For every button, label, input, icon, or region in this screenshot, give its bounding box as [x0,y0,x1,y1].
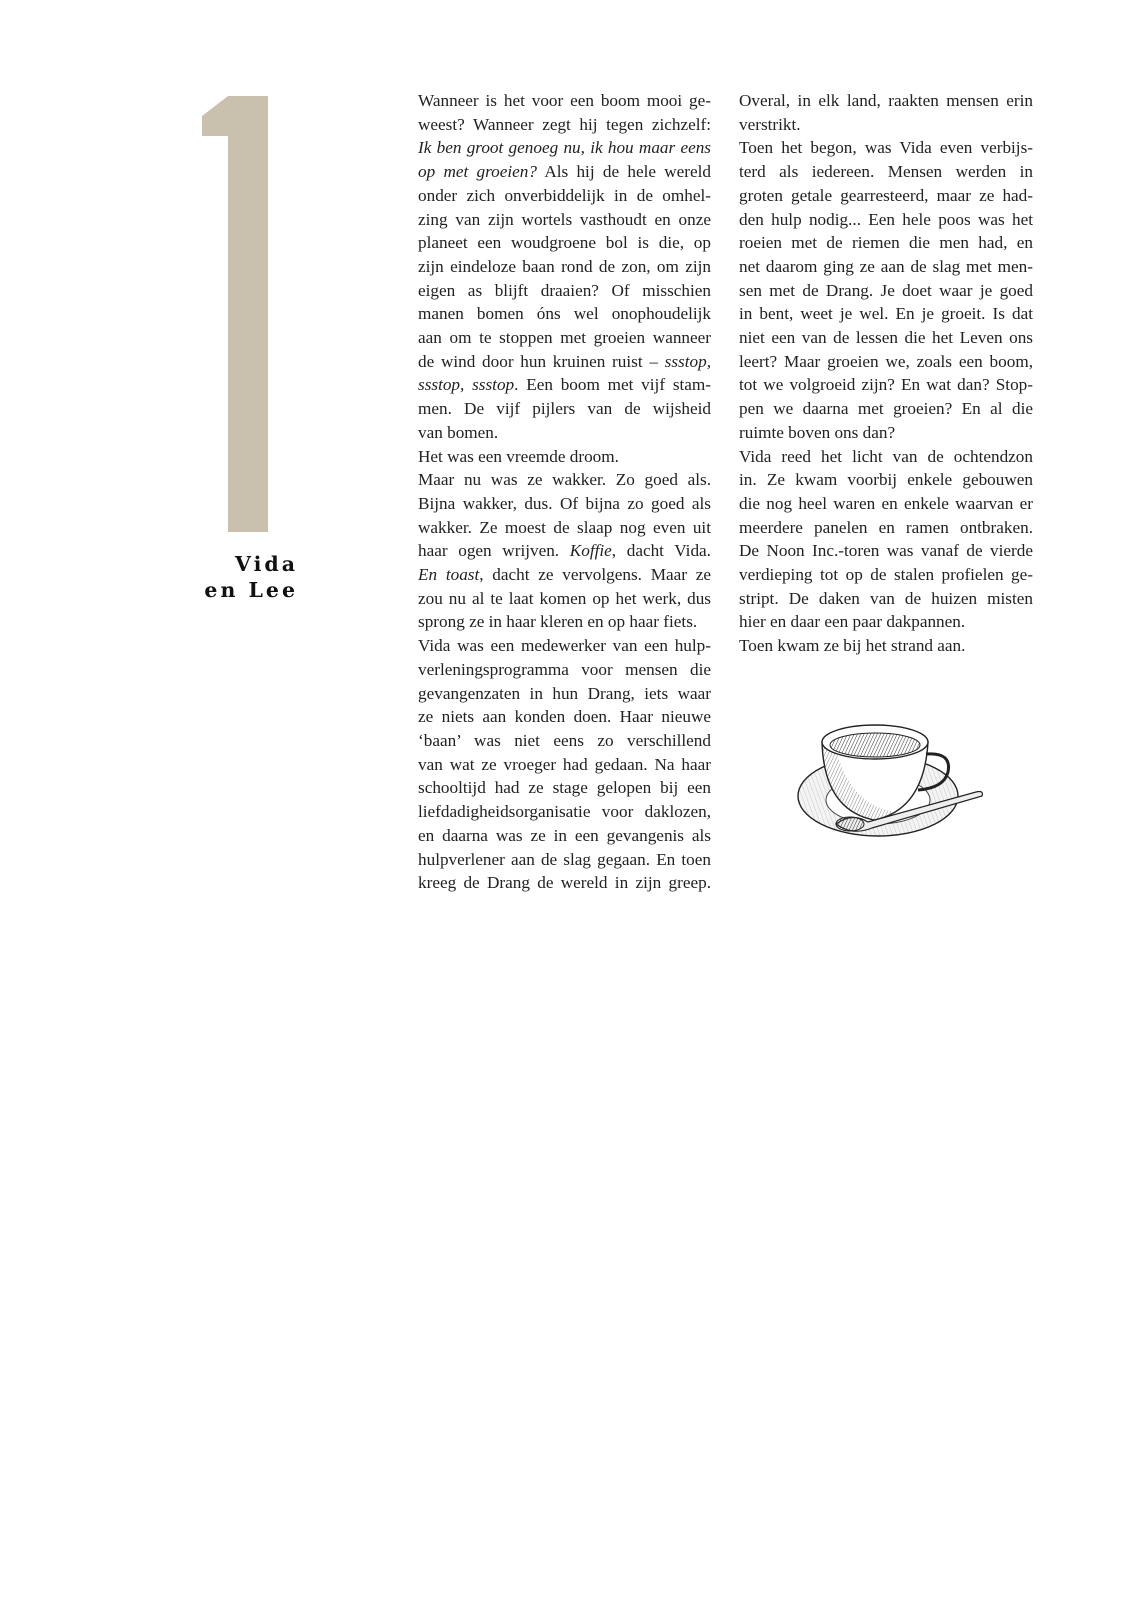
text-run: meerdere panelen en ramen ontbraken. [739,517,1033,537]
text-run: onder zich onverbiddelijk in de omhel- [418,185,711,205]
text-run: , dacht Vida. [611,541,711,561]
text-run: Als hij de hele wereld [537,162,711,182]
text-run: ze niets aan konden doen. Haar nieuwe [418,707,711,727]
text-line [739,634,1033,658]
text-run: verleningsprogramma voor mensen die [418,659,711,679]
text-line [418,563,711,587]
text-run: ruimte boven ons dan? [739,422,896,442]
text-line [418,658,711,682]
text-line [739,610,1033,634]
text-run: De Noon Inc.-toren was vanaf de vierde [739,541,1033,561]
text-run: Koffie [569,541,612,561]
text-line [418,255,711,279]
text-line [739,136,1033,160]
text-run: verstrikt. [739,114,801,134]
text-line [418,136,711,160]
text-run: eigen as blijft draaien? Of misschien [418,280,711,300]
text-line [739,587,1033,611]
text-run: van wat ze vroeger had gedaan. Na haar [418,754,711,774]
text-column-left [418,89,711,895]
text-run: in bent, weet je wel. En je groeit. Is dat [739,304,1033,324]
text-line [418,160,711,184]
text-run: groten getale gearresteerd, maar ze had- [739,185,1033,205]
text-run: kreeg de Drang de wereld in zijn greep. [418,873,711,893]
text-run: in. Ze kwam voorbij enkele gebouwen [739,470,1033,490]
text-line [418,776,711,800]
text-line [418,113,711,137]
text-run: en daarna was ze in een gevangenis als [418,825,711,845]
text-line [739,113,1033,137]
text-line [418,682,711,706]
text-run: Vida reed het licht van de ochtendzon [739,446,1033,466]
text-line [739,231,1033,255]
text-run: pen we daarna met groeien? En al die [739,399,1033,419]
text-line [418,326,711,350]
text-line [418,279,711,303]
text-run: terd als iedereen. Mensen werden in [739,162,1033,182]
text-run: planeet een woudgroene bol is die, op [418,233,711,253]
text-line [739,350,1033,374]
coffee-cup-icon [788,712,992,852]
text-run: ssstop, ssstop [418,375,515,395]
text-run: liefdadigheidsorganisatie voor daklozen, [418,802,711,822]
text-line [418,634,711,658]
text-line [418,397,711,421]
text-line [739,397,1033,421]
text-run: Het was een vreemde droom. [418,446,619,466]
text-run: Overal, in elk land, raakten mensen erin [739,91,1033,110]
text-run: den hulp nodig... Een hele poos was het [739,209,1033,229]
text-run: Maar nu was ze wakker. Zo goed als. [418,470,711,490]
text-line [418,610,711,634]
text-line [739,326,1033,350]
text-line [418,848,711,872]
text-run: zijn eindeloze baan rond de zon, om zijn [418,256,711,276]
text-run: . Een boom met vijf stam- [514,375,712,395]
text-line [739,255,1033,279]
text-run: weest? Wanneer zegt hij tegen zichzelf: [418,114,711,134]
text-run: zou nu al te laat komen op het werk, dus [418,588,711,608]
text-run: Wanneer is het voor een boom mooi ge- [418,91,711,110]
text-line [739,89,1033,113]
text-line [739,563,1033,587]
text-line [418,800,711,824]
text-line [739,208,1033,232]
text-line [418,445,711,469]
text-run: net daarom ging ze aan de slag met men- [739,256,1033,276]
text-run: hulpverlener aan de slag gegaan. En toen [418,849,711,869]
text-line [739,516,1033,540]
text-line [739,445,1033,469]
chapter-number-one [198,96,270,532]
text-run: sen met de Drang. Je doet waar je goed [739,280,1033,300]
text-run: En toast [418,565,480,585]
text-run: sprong ze in haar kleren en op haar fiets. [418,612,698,632]
text-run: Toen het begon, was Vida even verbijs- [739,138,1033,158]
chapter-title-line-1: Vida [235,552,298,576]
text-line [418,184,711,208]
text-line [418,753,711,777]
text-run: Toen kwam ze bij het strand aan. [739,636,966,656]
text-run: Bijna wakker, dus. Of bijna zo goed als [418,493,711,513]
text-run: , dacht ze vervolgens. Maar ze [479,565,711,585]
text-run: leert? Maar groeien we, zoals een boom, [739,351,1033,371]
text-line [418,208,711,232]
text-line [739,492,1033,516]
text-run: manen bomen óns wel onophoudelijk [418,304,711,324]
text-run: men. De vijf pijlers van de wijsheid [418,399,711,419]
text-run: ‘baan’ was niet eens zo verschillend [418,730,711,750]
text-line [418,729,711,753]
text-line [418,492,711,516]
text-column-right [739,89,1033,658]
text-line [418,516,711,540]
text-run: hier en daar een paar dakpannen. [739,612,966,632]
text-run: gevangenzaten in hun Drang, iets waar [418,683,711,703]
text-line [739,160,1033,184]
text-run: niet een van de lessen die het Leven ons [739,328,1033,348]
text-run: Ik ben groot genoeg nu, ik hou maar eens [418,138,711,158]
text-line [418,350,711,374]
text-line [739,468,1033,492]
text-line [418,539,711,563]
chapter-title-line-2: en Lee [204,578,298,602]
text-line [418,587,711,611]
text-line [418,89,711,113]
text-line [418,468,711,492]
text-run: die nog heel waren en enkele waarvan er [739,493,1033,513]
text-run: van bomen. [418,422,499,442]
text-run: op met groeien? [418,162,537,182]
text-line [739,279,1033,303]
text-run: verdieping tot op de stalen profielen ge- [739,565,1033,585]
text-line [739,184,1033,208]
text-line [418,231,711,255]
text-run: de wind door hun kruinen ruist – [418,351,665,371]
text-run: ssstop, [664,351,711,371]
text-run: tot we volgroeid zijn? En wat dan? Stop- [739,375,1033,395]
text-run: schooltijd had ze stage gelopen bij een [418,778,711,798]
text-run: stript. De daken van de huizen misten [739,588,1033,608]
text-run: zing van zijn wortels vasthoudt en onze [418,209,711,229]
text-run: haar ogen wrijven. [418,541,570,561]
text-run: roeien met de riemen die men had, en [739,233,1033,253]
text-line [739,539,1033,563]
chapter-title [168,551,298,603]
text-run: aan om te stoppen met groeien wanneer [418,328,711,348]
text-line [739,373,1033,397]
text-line [418,871,711,895]
text-line [418,824,711,848]
text-line [418,373,711,397]
text-run: Vida was een medewerker van een hulp- [418,636,711,656]
text-run: wakker. Ze moest de slaap nog even uit [418,517,711,537]
text-line [739,302,1033,326]
text-line [739,421,1033,445]
text-line [418,302,711,326]
text-line [418,421,711,445]
text-line [418,705,711,729]
